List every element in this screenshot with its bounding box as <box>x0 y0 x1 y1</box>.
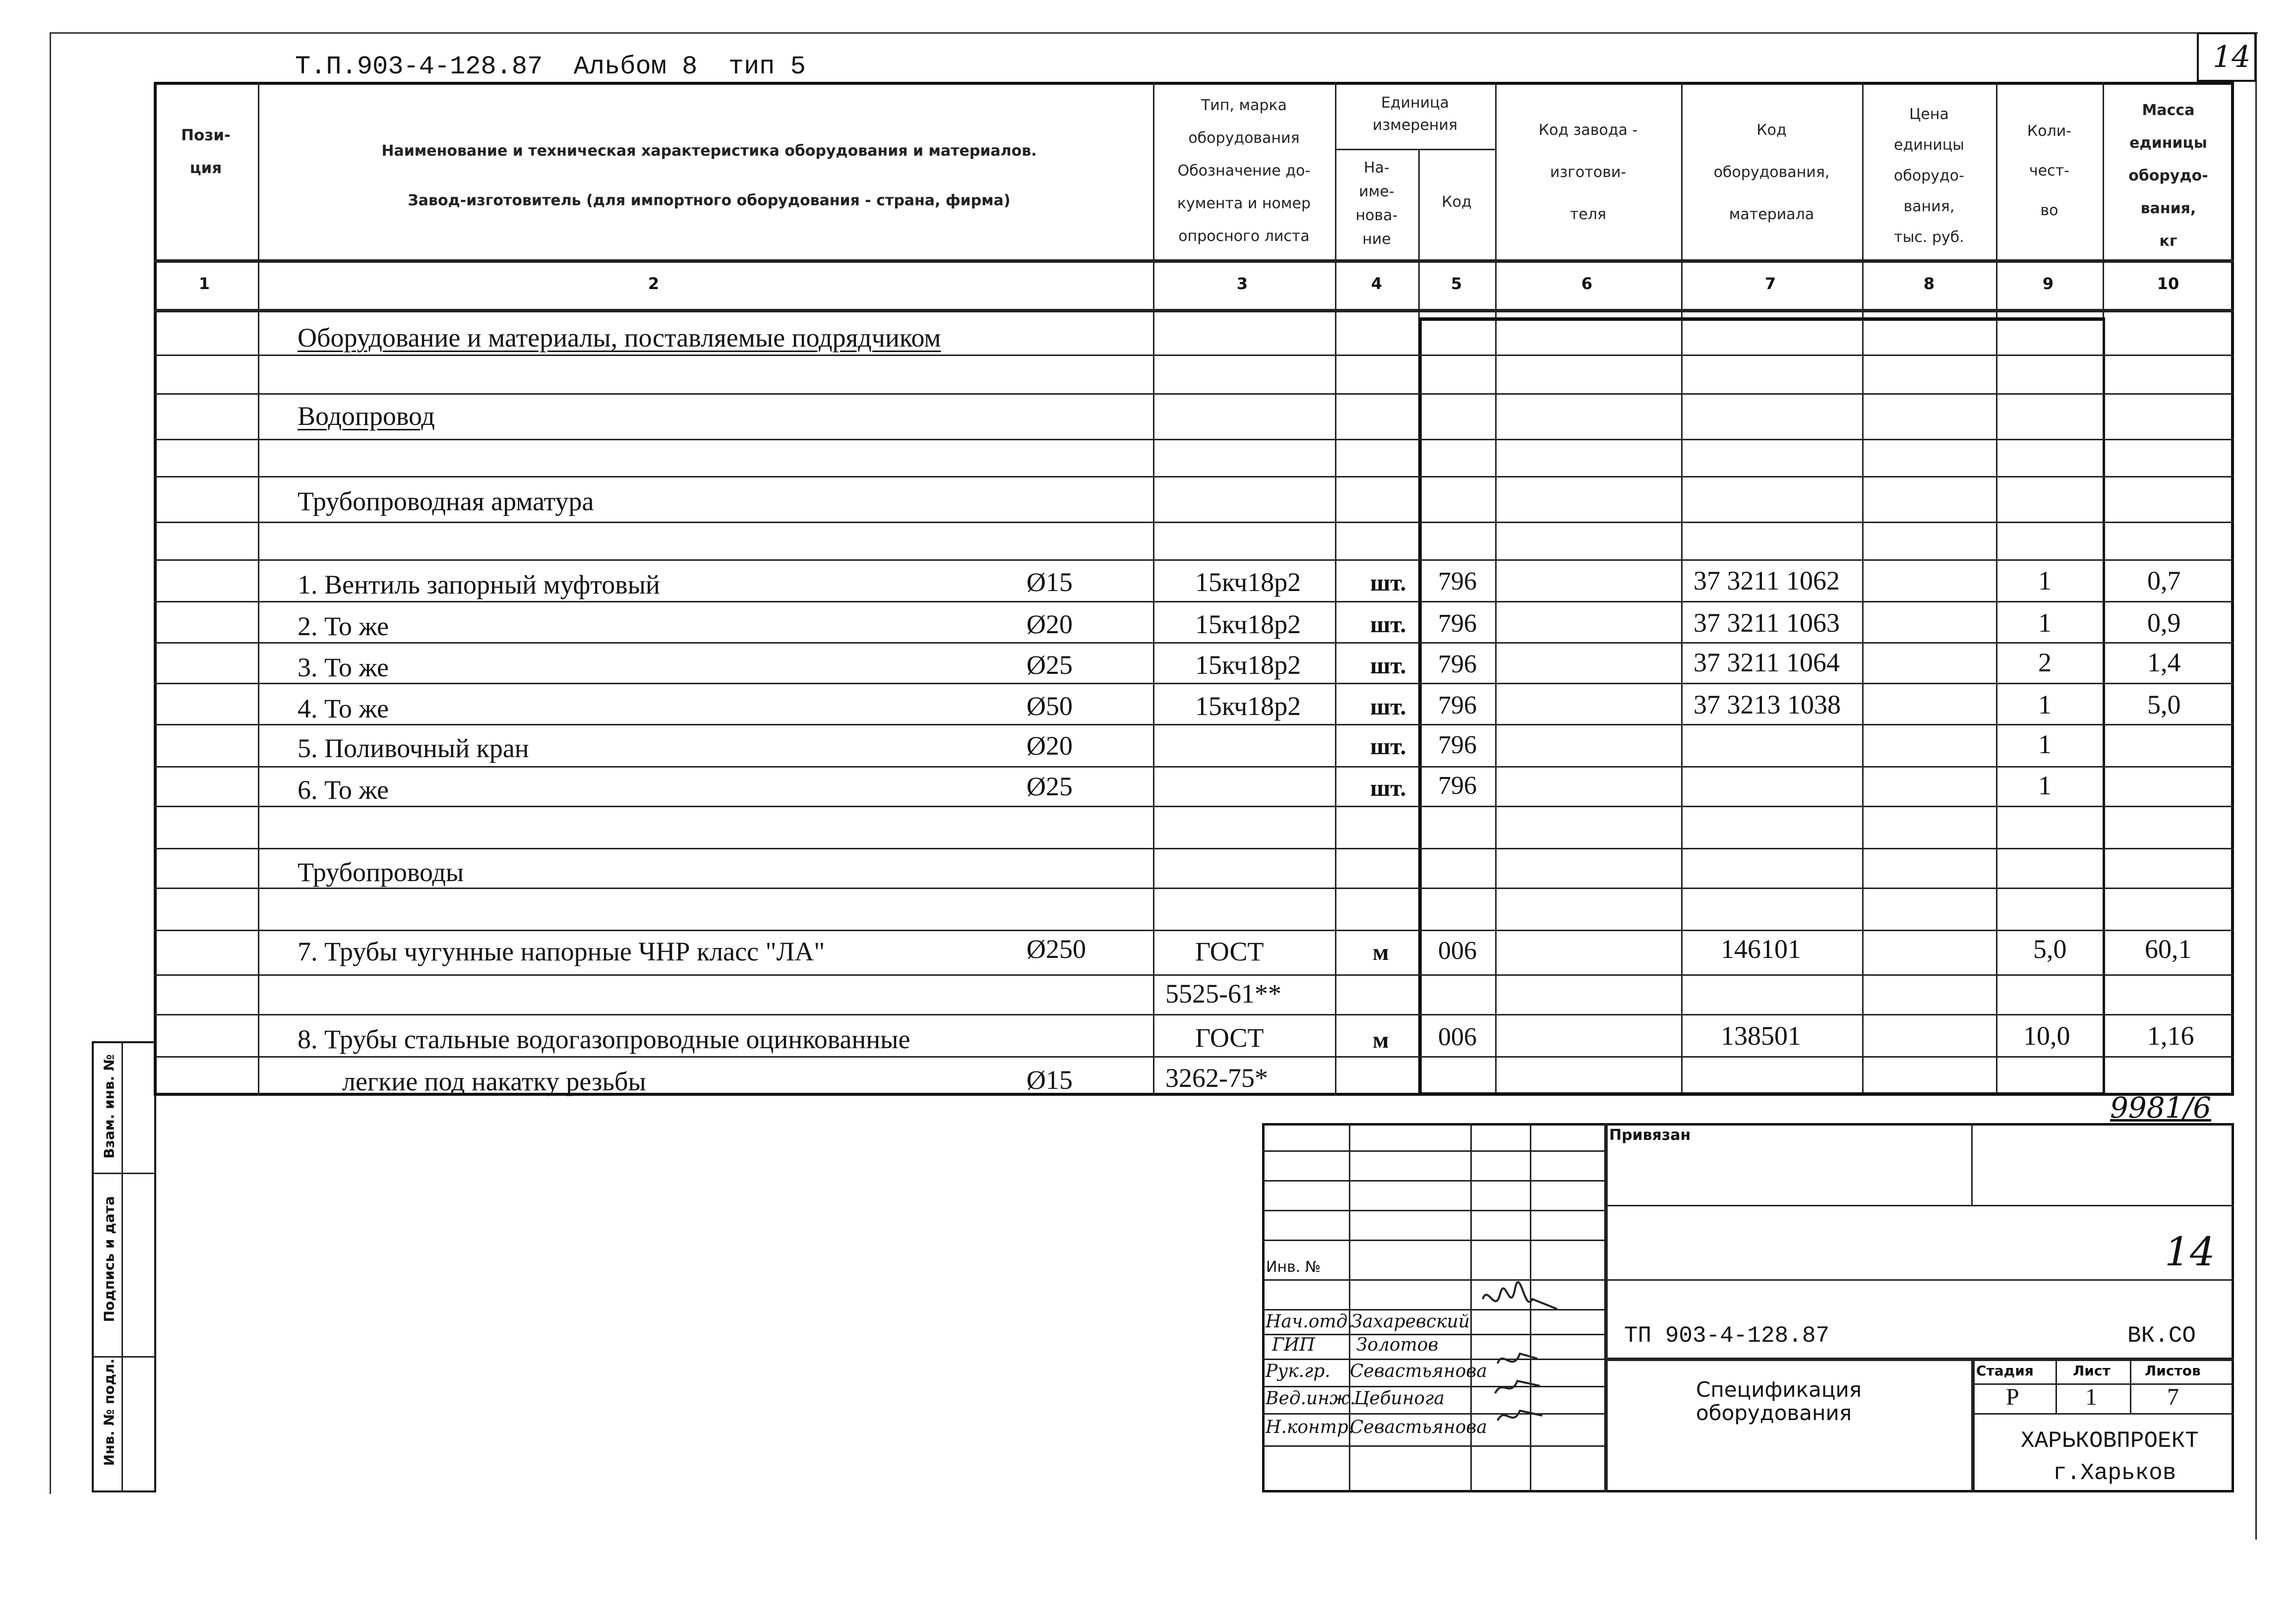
corner-number: 14 <box>2213 40 2251 74</box>
hdr-equipment-code: Код оборудования, материала <box>1713 121 1830 223</box>
colnum-3: 3 <box>1236 274 1248 293</box>
right-frame-edge <box>2255 32 2257 1540</box>
row-name: 3. То же <box>298 653 389 682</box>
row-type: 15кч18р2 <box>1195 691 1301 721</box>
row-diameter: Ø250 <box>1027 934 1086 964</box>
row-qty: 1 <box>2038 729 2052 759</box>
tb-line <box>1971 1413 2234 1415</box>
row-line <box>154 642 2234 644</box>
tb-line <box>1604 1358 2234 1361</box>
row-eq-code: 138501 <box>1721 1021 1801 1051</box>
row-unit: шт. <box>1370 733 1406 760</box>
tb-city: г.Харьков <box>2053 1460 2176 1486</box>
row-name: 1. Вентиль запорный муфтовый <box>298 570 660 599</box>
colnum-9: 9 <box>2042 274 2054 293</box>
row-unit: шт. <box>1370 570 1406 596</box>
row-line <box>154 974 2234 976</box>
tb-bound: Привязан <box>1609 1127 1691 1144</box>
side-strip-line <box>92 1173 156 1174</box>
row-eq-code: 37 3211 1064 <box>1693 648 1840 677</box>
row-line <box>154 1014 2234 1015</box>
side-label-signature: Подпись и дата <box>101 1196 118 1322</box>
row-type: ГОСТ <box>1195 937 1264 966</box>
side-label-inv: Инв. № подл. <box>101 1358 118 1466</box>
row-line <box>154 439 2234 440</box>
row-name: 4. То же <box>298 694 389 723</box>
row-qty: 1 <box>2038 690 2052 719</box>
tb-line <box>1262 1180 1604 1182</box>
tb-title-2: оборудования <box>1696 1401 1852 1425</box>
row-type-2: 3262-75* <box>1165 1063 1268 1093</box>
hdr-name: Наименование и техническая характеристика оборудования и материалов. Завод-изготовитель (для импортного оборудования - страна, фирма) <box>381 142 1037 209</box>
hdr-price: Цена единицы оборудо- вания, тыс. руб. <box>1894 106 1964 246</box>
row-diameter: Ø25 <box>1027 772 1073 801</box>
row-diameter: Ø15 <box>1027 567 1073 597</box>
row-name: 2. То же <box>298 611 389 641</box>
row-line <box>154 476 2234 477</box>
col-line-1 <box>258 82 259 1096</box>
row-unit: шт. <box>1370 611 1406 638</box>
hdr-unit-group: Единица измерения <box>1372 94 1458 134</box>
colnum-1: 1 <box>198 274 210 293</box>
signer-role: Нач.отд. <box>1266 1311 1353 1332</box>
row-line <box>154 601 2234 602</box>
section-water: Водопровод <box>298 401 435 431</box>
row-type: 15кч18р2 <box>1195 609 1301 639</box>
row-unit: шт. <box>1370 653 1406 679</box>
tb-doc-code: ТП 903-4-128.87 <box>1624 1323 1830 1349</box>
header-bottom-line <box>154 259 2234 263</box>
tb-line <box>1262 1210 1604 1211</box>
row-name: 7. Трубы чугунные напорные ЧНР класс "ЛА" <box>298 937 825 966</box>
row-code: 796 <box>1438 609 1477 638</box>
row-line <box>154 522 2234 523</box>
row-code: 006 <box>1438 1023 1477 1051</box>
section-valves: Трубопроводная арматура <box>298 486 594 516</box>
row-code: 796 <box>1438 567 1477 595</box>
signer-name: Севастьянова <box>1350 1417 1487 1437</box>
signature-4 <box>1498 1411 1542 1421</box>
row-name: 6. То же <box>298 775 389 805</box>
row-unit: шт. <box>1370 775 1406 801</box>
row-mass: 0,7 <box>2147 566 2181 595</box>
row-type: 15кч18р2 <box>1195 567 1301 597</box>
hdr-factory-code: Код завода - изготови- теля <box>1538 121 1638 223</box>
side-strip-line <box>92 1356 156 1358</box>
colnum-2: 2 <box>648 274 660 293</box>
colnum-5: 5 <box>1450 274 1462 293</box>
row-mass: 1,4 <box>2147 648 2181 677</box>
row-type: 15кч18р2 <box>1195 650 1301 680</box>
tb-stage-label: Стадия <box>1976 1363 2034 1379</box>
row-line <box>154 888 2234 889</box>
row-diameter: Ø25 <box>1027 650 1073 680</box>
colnum-8: 8 <box>1923 274 1935 293</box>
stamp-number: 9981/6 <box>2110 1091 2212 1125</box>
row-diameter: Ø20 <box>1027 609 1073 639</box>
tb-sheets-label: Листов <box>2145 1363 2201 1379</box>
row-eq-code: 37 3211 1063 <box>1693 608 1840 638</box>
row-code: 796 <box>1438 772 1477 800</box>
row-code: 796 <box>1438 691 1477 719</box>
tb-line <box>1262 1240 1604 1241</box>
tb-mark: ВК.СО <box>2127 1323 2196 1349</box>
row-code: 796 <box>1438 731 1477 759</box>
row-line <box>154 393 2234 395</box>
row-type: ГОСТ <box>1195 1023 1264 1053</box>
row-mass: 0,9 <box>2147 608 2181 638</box>
signature-scribbles-icon <box>1468 1279 1577 1443</box>
row-eq-code: 146101 <box>1721 934 1801 964</box>
section-pipes: Трубопроводы <box>298 857 464 887</box>
row-mass: 1,16 <box>2147 1021 2194 1051</box>
tb-org: ХАРЬКОВПРОЕКТ <box>2021 1428 2199 1454</box>
row-line <box>154 766 2234 768</box>
hdr-type: Тип, марка оборудования Обозначение до- кумента и номер опросного листа <box>1177 97 1311 245</box>
tb-line <box>2130 1358 2131 1413</box>
row-unit: шт. <box>1370 694 1406 720</box>
signer-role: Рук.гр. <box>1266 1361 1330 1381</box>
signer-role: ГИП <box>1272 1335 1315 1355</box>
tb-line <box>1971 1123 1973 1205</box>
row-diameter: Ø50 <box>1027 691 1073 721</box>
row-eq-code: 37 3213 1038 <box>1693 690 1841 719</box>
row-line <box>154 1056 2234 1058</box>
row-diameter: Ø15 <box>1027 1065 1073 1095</box>
row-mass: 60,1 <box>2145 934 2192 964</box>
signer-name: Севастьянова <box>1350 1361 1487 1381</box>
row-line <box>154 559 2234 561</box>
row-code: 796 <box>1438 650 1477 678</box>
tb-sheet-label: Лист <box>2073 1363 2111 1379</box>
colnum-10: 10 <box>2157 274 2179 293</box>
section-contractor: Оборудование и материалы, поставляемые подрядчиком <box>298 323 941 353</box>
row-eq-code: 37 3211 1062 <box>1693 566 1840 595</box>
hdr-unit-code: Код <box>1442 193 1472 211</box>
row-qty: 5,0 <box>2033 934 2067 964</box>
signer-name: Золотов <box>1356 1335 1439 1355</box>
row-name: 8. Трубы стальные водогазопроводные оцинкованные <box>298 1024 910 1054</box>
row-qty: 1 <box>2038 771 2052 800</box>
row-diameter: Ø20 <box>1027 731 1073 761</box>
row-line <box>154 683 2234 684</box>
tb-line <box>1604 1205 2234 1206</box>
tb-inv-no: Инв. № <box>1266 1258 1321 1276</box>
signer-role: Н.контр. <box>1266 1417 1354 1437</box>
unit-group-line <box>1335 149 1495 150</box>
signer-role: Вед.инж. <box>1266 1388 1356 1409</box>
row-mass: 5,0 <box>2147 690 2181 719</box>
side-label-replace: Взам. инв. № <box>101 1054 118 1159</box>
hdr-quantity: Коли- чест- во <box>2027 122 2072 219</box>
colnum-bottom-line <box>154 309 2234 312</box>
signer-name: Захаревский <box>1351 1311 1470 1332</box>
colnum-4: 4 <box>1371 274 1383 293</box>
row-line <box>154 355 2234 356</box>
hdr-mass: Масса единицы оборудо- вания, кг <box>2128 102 2208 250</box>
document-header: Т.П.903-4-128.87 Альбом 8 тип 5 <box>295 52 806 81</box>
row-name-2: легкие под накатку резьбы <box>342 1067 646 1096</box>
hdr-unit-name: На- име- нова- ние <box>1355 159 1398 248</box>
tb-line <box>1262 1279 2234 1281</box>
row-line <box>154 806 2234 807</box>
row-line <box>154 848 2234 849</box>
side-strip-line <box>121 1041 123 1492</box>
hdr-position: Пози- ция <box>181 126 231 177</box>
row-qty: 10,0 <box>2023 1021 2070 1051</box>
signature-3 <box>1495 1381 1540 1393</box>
colnum-7: 7 <box>1764 274 1776 293</box>
tb-sheet: 1 <box>2085 1384 2097 1410</box>
row-line <box>154 930 2234 931</box>
row-qty: 1 <box>2038 608 2052 638</box>
tb-sheets: 7 <box>2167 1384 2179 1410</box>
tb-title-1: Спецификация <box>1696 1377 1862 1402</box>
signature-1 <box>1483 1282 1557 1309</box>
row-code: 006 <box>1438 937 1477 965</box>
row-unit: м <box>1373 939 1389 965</box>
row-qty: 2 <box>2038 648 2052 677</box>
signer-name: Цебинога <box>1354 1388 1445 1409</box>
row-type-2: 5525-61** <box>1165 979 1281 1009</box>
tb-line <box>1604 1123 1608 1492</box>
row-name: 5. Поливочный кран <box>298 733 529 763</box>
tb-stage: Р <box>2006 1384 2019 1410</box>
tb-line <box>1262 1445 1604 1447</box>
row-qty: 1 <box>2038 566 2052 595</box>
signature-2 <box>1498 1354 1537 1364</box>
tb-sheet-handwritten: 14 <box>2165 1229 2215 1275</box>
tb-line <box>2055 1358 2057 1413</box>
tb-line <box>1262 1150 1604 1152</box>
colnum-6: 6 <box>1581 274 1593 293</box>
row-unit: м <box>1373 1027 1389 1053</box>
tb-line <box>1971 1358 1975 1492</box>
row-line <box>154 724 2234 725</box>
